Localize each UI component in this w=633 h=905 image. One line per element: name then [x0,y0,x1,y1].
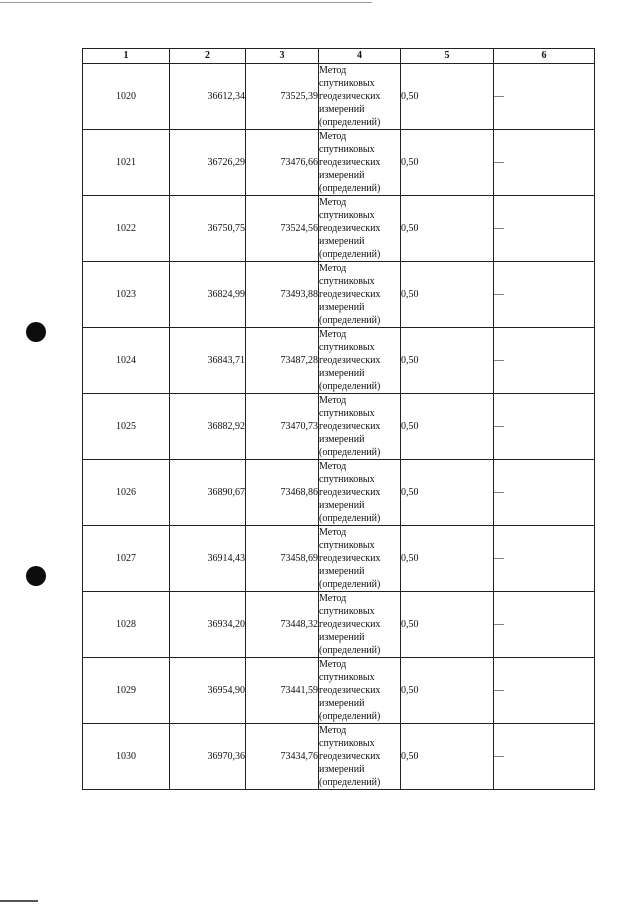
y-coordinate-cell: 73448,32 [246,592,319,658]
table-row [83,526,595,592]
table-header-row [83,49,595,64]
table-row [83,592,595,658]
accuracy-cell: 0,50 [401,64,494,130]
y-coordinate-cell: 73468,86 [246,460,319,526]
method-cell: Метод спутниковых геодезических измерений (определений) [319,658,401,724]
note-cell: — [494,724,595,790]
table-row [83,130,595,196]
point-number-cell: 1026 [83,460,170,526]
x-coordinate-cell: 36914,43 [170,526,246,592]
table-row [83,64,595,130]
y-coordinate-cell: 73524,56 [246,196,319,262]
point-number-cell: 1029 [83,658,170,724]
punch-hole [26,322,46,342]
method-cell: Метод спутниковых геодезических измерений (определений) [319,526,401,592]
method-cell: Метод спутниковых геодезических измерений (определений) [319,262,401,328]
method-cell: Метод спутниковых геодезических измерений (определений) [319,724,401,790]
method-cell: Метод спутниковых геодезических измерений (определений) [319,196,401,262]
x-coordinate-cell: 36824,99 [170,262,246,328]
y-coordinate-cell: 73458,69 [246,526,319,592]
note-cell: — [494,460,595,526]
method-cell: Метод спутниковых геодезических измерений (определений) [319,592,401,658]
note-cell: — [494,262,595,328]
method-cell: Метод спутниковых геодезических измерений (определений) [319,130,401,196]
note-cell: — [494,328,595,394]
method-cell: Метод спутниковых геодезических измерений (определений) [319,64,401,130]
table-row [83,724,595,790]
method-cell: Метод спутниковых геодезических измерений (определений) [319,460,401,526]
note-cell: — [494,592,595,658]
y-coordinate-cell: 73434,76 [246,724,319,790]
x-coordinate-cell: 36726,29 [170,130,246,196]
bottom-rule [0,900,38,902]
accuracy-cell: 0,50 [401,592,494,658]
x-coordinate-cell: 36882,92 [170,394,246,460]
note-cell: — [494,394,595,460]
table-row [83,394,595,460]
note-cell: — [494,196,595,262]
table-row [83,196,595,262]
x-coordinate-cell: 36750,75 [170,196,246,262]
x-coordinate-cell: 36934,20 [170,592,246,658]
accuracy-cell: 0,50 [401,394,494,460]
table-row [83,460,595,526]
coordinates-table [82,48,595,790]
table-row [83,658,595,724]
accuracy-cell: 0,50 [401,724,494,790]
y-coordinate-cell: 73476,66 [246,130,319,196]
point-number-cell: 1025 [83,394,170,460]
note-cell: — [494,658,595,724]
table-body [83,64,595,790]
x-coordinate-cell: 36890,67 [170,460,246,526]
point-number-cell: 1020 [83,64,170,130]
point-number-cell: 1027 [83,526,170,592]
method-cell: Метод спутниковых геодезических измерений (определений) [319,328,401,394]
note-cell: — [494,64,595,130]
top-rule [0,2,372,3]
accuracy-cell: 0,50 [401,460,494,526]
table-row [83,328,595,394]
y-coordinate-cell: 73487,28 [246,328,319,394]
point-number-cell: 1024 [83,328,170,394]
column-header: 5 [401,49,494,64]
accuracy-cell: 0,50 [401,658,494,724]
note-cell: — [494,130,595,196]
x-coordinate-cell: 36612,34 [170,64,246,130]
column-header: 1 [83,49,170,64]
x-coordinate-cell: 36843,71 [170,328,246,394]
y-coordinate-cell: 73493,88 [246,262,319,328]
point-number-cell: 1023 [83,262,170,328]
y-coordinate-cell: 73525,39 [246,64,319,130]
y-coordinate-cell: 73470,73 [246,394,319,460]
point-number-cell: 1022 [83,196,170,262]
note-cell: — [494,526,595,592]
accuracy-cell: 0,50 [401,130,494,196]
method-cell: Метод спутниковых геодезических измерений (определений) [319,394,401,460]
accuracy-cell: 0,50 [401,196,494,262]
accuracy-cell: 0,50 [401,262,494,328]
column-header: 2 [170,49,246,64]
x-coordinate-cell: 36954,90 [170,658,246,724]
y-coordinate-cell: 73441,59 [246,658,319,724]
accuracy-cell: 0,50 [401,328,494,394]
column-header: 3 [246,49,319,64]
x-coordinate-cell: 36970,36 [170,724,246,790]
point-number-cell: 1028 [83,592,170,658]
point-number-cell: 1021 [83,130,170,196]
column-header: 4 [319,49,401,64]
table-row [83,262,595,328]
accuracy-cell: 0,50 [401,526,494,592]
punch-hole [26,566,46,586]
point-number-cell: 1030 [83,724,170,790]
column-header: 6 [494,49,595,64]
